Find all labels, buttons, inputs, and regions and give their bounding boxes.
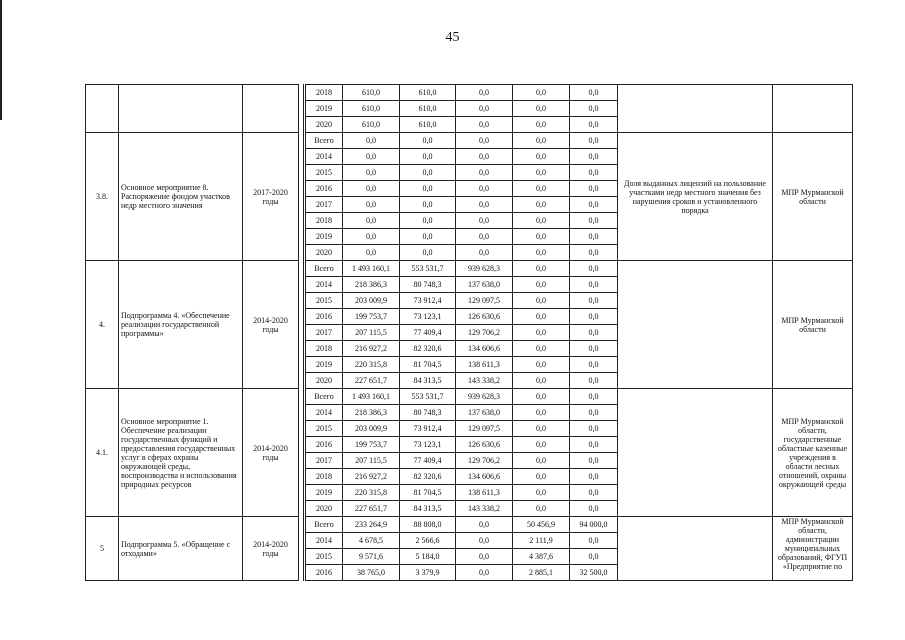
value-cell: 0,0 bbox=[456, 197, 513, 213]
value-cell: 610,0 bbox=[343, 117, 400, 133]
value-cell: 80 748,3 bbox=[400, 405, 456, 421]
value-cell: 0,0 bbox=[513, 469, 570, 485]
num-cell bbox=[86, 85, 119, 133]
value-cell: 0,0 bbox=[570, 453, 618, 469]
value-cell: 138 611,3 bbox=[456, 485, 513, 501]
value-cell: 80 748,3 bbox=[400, 277, 456, 293]
value-cell: 0,0 bbox=[343, 165, 400, 181]
value-cell: 0,0 bbox=[570, 149, 618, 165]
value-cell: 0,0 bbox=[570, 309, 618, 325]
value-cell: 0,0 bbox=[400, 165, 456, 181]
value-cell: 77 409,4 bbox=[400, 453, 456, 469]
item-number: 5 bbox=[86, 517, 119, 581]
value-cell: 0,0 bbox=[513, 405, 570, 421]
value-cell: 0,0 bbox=[513, 245, 570, 261]
value-cell: 0,0 bbox=[513, 213, 570, 229]
value-cell: 610,0 bbox=[343, 101, 400, 117]
value-cell: 0,0 bbox=[513, 261, 570, 277]
year-cell: 2014 bbox=[305, 149, 343, 165]
value-cell: 0,0 bbox=[570, 501, 618, 517]
value-cell: 0,0 bbox=[456, 549, 513, 565]
year-cell: 2017 bbox=[305, 453, 343, 469]
value-cell: 73 912,4 bbox=[400, 293, 456, 309]
value-cell: 0,0 bbox=[513, 165, 570, 181]
value-cell: 218 386,3 bbox=[343, 277, 400, 293]
value-cell: 32 500,0 bbox=[570, 565, 618, 581]
value-cell: 0,0 bbox=[570, 325, 618, 341]
value-cell: 0,0 bbox=[513, 485, 570, 501]
value-cell: 1 493 160,1 bbox=[343, 261, 400, 277]
table-row bbox=[86, 517, 853, 533]
value-cell: 0,0 bbox=[343, 197, 400, 213]
value-cell: 0,0 bbox=[570, 85, 618, 101]
year-cell: 2014 bbox=[305, 533, 343, 549]
value-cell: 0,0 bbox=[343, 149, 400, 165]
item-period: 2017-2020 годы bbox=[243, 133, 299, 261]
year-cell: 2020 bbox=[305, 117, 343, 133]
value-cell: 0,0 bbox=[456, 229, 513, 245]
responsible-org: МПР Мурманской области bbox=[773, 133, 853, 261]
year-cell: 2019 bbox=[305, 485, 343, 501]
value-cell: 0,0 bbox=[513, 277, 570, 293]
value-cell: 0,0 bbox=[456, 165, 513, 181]
value-cell: 0,0 bbox=[513, 389, 570, 405]
year-cell: 2017 bbox=[305, 197, 343, 213]
value-cell: 50 456,9 bbox=[513, 517, 570, 533]
item-period: 2014-2020 годы bbox=[243, 261, 299, 389]
value-cell: 207 115,5 bbox=[343, 325, 400, 341]
value-cell: 203 009,9 bbox=[343, 421, 400, 437]
indicator-cell bbox=[618, 389, 773, 517]
value-cell: 73 123,1 bbox=[400, 437, 456, 453]
value-cell: 0,0 bbox=[456, 245, 513, 261]
value-cell: 0,0 bbox=[513, 293, 570, 309]
table-row bbox=[86, 85, 853, 101]
item-number: 4. bbox=[86, 261, 119, 389]
value-cell: 0,0 bbox=[456, 85, 513, 101]
year-cell: Всего bbox=[305, 517, 343, 533]
value-cell: 0,0 bbox=[570, 485, 618, 501]
value-cell: 0,0 bbox=[343, 181, 400, 197]
value-cell: 0,0 bbox=[400, 149, 456, 165]
value-cell: 0,0 bbox=[343, 213, 400, 229]
value-cell: 939 628,3 bbox=[456, 389, 513, 405]
value-cell: 0,0 bbox=[400, 245, 456, 261]
value-cell: 129 706,2 bbox=[456, 325, 513, 341]
indicator-cell bbox=[618, 261, 773, 389]
responsible-org: МПР Мурманской области bbox=[773, 261, 853, 389]
value-cell: 81 704,5 bbox=[400, 357, 456, 373]
value-cell: 73 912,4 bbox=[400, 421, 456, 437]
value-cell: 0,0 bbox=[570, 357, 618, 373]
year-cell: Всего bbox=[305, 133, 343, 149]
value-cell: 610,0 bbox=[400, 85, 456, 101]
value-cell: 4 387,6 bbox=[513, 549, 570, 565]
value-cell: 3 379,9 bbox=[400, 565, 456, 581]
value-cell: 610,0 bbox=[400, 101, 456, 117]
value-cell: 0,0 bbox=[343, 245, 400, 261]
year-cell: 2016 bbox=[305, 309, 343, 325]
value-cell: 0,0 bbox=[570, 133, 618, 149]
value-cell: 0,0 bbox=[513, 149, 570, 165]
value-cell: 0,0 bbox=[513, 325, 570, 341]
value-cell: 0,0 bbox=[513, 421, 570, 437]
year-cell: 2015 bbox=[305, 293, 343, 309]
year-cell: 2020 bbox=[305, 501, 343, 517]
value-cell: 0,0 bbox=[456, 533, 513, 549]
org-cell bbox=[773, 85, 853, 133]
year-cell: 2016 bbox=[305, 181, 343, 197]
value-cell: 0,0 bbox=[513, 229, 570, 245]
year-cell: 2018 bbox=[305, 341, 343, 357]
table-row bbox=[86, 261, 853, 277]
value-cell: 0,0 bbox=[570, 101, 618, 117]
value-cell: 138 611,3 bbox=[456, 357, 513, 373]
value-cell: 0,0 bbox=[400, 197, 456, 213]
value-cell: 216 927,2 bbox=[343, 469, 400, 485]
year-cell: 2015 bbox=[305, 421, 343, 437]
value-cell: 0,0 bbox=[570, 437, 618, 453]
value-cell: 9 571,6 bbox=[343, 549, 400, 565]
value-cell: 0,0 bbox=[570, 533, 618, 549]
value-cell: 0,0 bbox=[570, 421, 618, 437]
value-cell: 0,0 bbox=[513, 85, 570, 101]
value-cell: 0,0 bbox=[570, 245, 618, 261]
responsible-org: МПР Мурманской области, администрации муниципальных образований, ФГУП «Предприятие по bbox=[773, 517, 853, 581]
value-cell: 227 651,7 bbox=[343, 373, 400, 389]
value-cell: 0,0 bbox=[513, 501, 570, 517]
value-cell: 220 315,8 bbox=[343, 485, 400, 501]
value-cell: 0,0 bbox=[456, 117, 513, 133]
value-cell: 2 111,9 bbox=[513, 533, 570, 549]
value-cell: 0,0 bbox=[513, 133, 570, 149]
value-cell: 203 009,9 bbox=[343, 293, 400, 309]
year-cell: 2020 bbox=[305, 373, 343, 389]
value-cell: 0,0 bbox=[513, 453, 570, 469]
value-cell: 84 313,5 bbox=[400, 501, 456, 517]
responsible-org: МПР Мурманской области, государственные областные казенные учреждения в области лесных отношений, охраны окружающей среды bbox=[773, 389, 853, 517]
value-cell: 0,0 bbox=[343, 229, 400, 245]
value-cell: 0,0 bbox=[570, 197, 618, 213]
table-row bbox=[86, 133, 853, 149]
year-cell: 2015 bbox=[305, 165, 343, 181]
budget-table bbox=[85, 84, 853, 581]
value-cell: 126 630,6 bbox=[456, 437, 513, 453]
value-cell: 5 184,0 bbox=[400, 549, 456, 565]
value-cell: 82 320,6 bbox=[400, 341, 456, 357]
value-cell: 218 386,3 bbox=[343, 405, 400, 421]
value-cell: 0,0 bbox=[456, 565, 513, 581]
year-cell: 2018 bbox=[305, 469, 343, 485]
item-period: 2014-2020 годы bbox=[243, 389, 299, 517]
value-cell: 84 313,5 bbox=[400, 373, 456, 389]
value-cell: 553 531,7 bbox=[400, 389, 456, 405]
year-cell: 2016 bbox=[305, 437, 343, 453]
value-cell: 94 000,0 bbox=[570, 517, 618, 533]
value-cell: 0,0 bbox=[513, 309, 570, 325]
item-name: Основное мероприятие 1. Обеспечение реализации государственных функций и предоставления государственных услуг в сферах охраны окружающей среды, воспроизводства и использования природных ресурсов bbox=[119, 389, 243, 517]
value-cell: 0,0 bbox=[456, 213, 513, 229]
value-cell: 0,0 bbox=[570, 373, 618, 389]
item-number: 4.1. bbox=[86, 389, 119, 517]
value-cell: 553 531,7 bbox=[400, 261, 456, 277]
period-cell bbox=[243, 85, 299, 133]
value-cell: 0,0 bbox=[570, 261, 618, 277]
value-cell: 2 566,6 bbox=[400, 533, 456, 549]
year-cell: 2014 bbox=[305, 405, 343, 421]
value-cell: 220 315,8 bbox=[343, 357, 400, 373]
indicator-cell bbox=[618, 85, 773, 133]
value-cell: 73 123,1 bbox=[400, 309, 456, 325]
value-cell: 0,0 bbox=[513, 181, 570, 197]
value-cell: 0,0 bbox=[570, 405, 618, 421]
value-cell: 0,0 bbox=[513, 437, 570, 453]
year-cell: 2020 bbox=[305, 245, 343, 261]
value-cell: 0,0 bbox=[513, 341, 570, 357]
name-cell bbox=[119, 85, 243, 133]
value-cell: 0,0 bbox=[513, 101, 570, 117]
value-cell: 0,0 bbox=[570, 341, 618, 357]
value-cell: 610,0 bbox=[400, 117, 456, 133]
year-cell: 2018 bbox=[305, 213, 343, 229]
value-cell: 610,0 bbox=[343, 85, 400, 101]
value-cell: 88 808,0 bbox=[400, 517, 456, 533]
value-cell: 0,0 bbox=[400, 213, 456, 229]
value-cell: 38 765,0 bbox=[343, 565, 400, 581]
value-cell: 0,0 bbox=[343, 133, 400, 149]
year-cell: 2019 bbox=[305, 229, 343, 245]
indicator-cell: Доля выданных лицензий на пользование участками недр местного значения без нарушения сроков и установленного порядка bbox=[618, 133, 773, 261]
value-cell: 0,0 bbox=[570, 293, 618, 309]
value-cell: 0,0 bbox=[513, 373, 570, 389]
year-cell: 2018 bbox=[305, 85, 343, 101]
value-cell: 0,0 bbox=[400, 181, 456, 197]
value-cell: 1 493 160,1 bbox=[343, 389, 400, 405]
item-name: Подпрограмма 4. «Обеспечение реализации государственной программы» bbox=[119, 261, 243, 389]
table-row bbox=[86, 389, 853, 405]
value-cell: 0,0 bbox=[570, 165, 618, 181]
value-cell: 143 338,2 bbox=[456, 373, 513, 389]
value-cell: 143 338,2 bbox=[456, 501, 513, 517]
item-name: Подпрограмма 5. «Обращение с отходами» bbox=[119, 517, 243, 581]
value-cell: 0,0 bbox=[570, 117, 618, 133]
year-cell: 2017 bbox=[305, 325, 343, 341]
value-cell: 0,0 bbox=[570, 549, 618, 565]
value-cell: 134 606,6 bbox=[456, 469, 513, 485]
value-cell: 126 630,6 bbox=[456, 309, 513, 325]
value-cell: 0,0 bbox=[570, 277, 618, 293]
value-cell: 939 628,3 bbox=[456, 261, 513, 277]
value-cell: 134 606,6 bbox=[456, 341, 513, 357]
value-cell: 0,0 bbox=[513, 357, 570, 373]
item-period: 2014-2020 годы bbox=[243, 517, 299, 581]
value-cell: 0,0 bbox=[513, 197, 570, 213]
year-cell: 2016 bbox=[305, 565, 343, 581]
value-cell: 0,0 bbox=[456, 517, 513, 533]
value-cell: 0,0 bbox=[456, 101, 513, 117]
value-cell: 199 753,7 bbox=[343, 309, 400, 325]
indicator-cell bbox=[618, 517, 773, 581]
year-cell: 2019 bbox=[305, 101, 343, 117]
value-cell: 0,0 bbox=[570, 389, 618, 405]
scan-edge-mark bbox=[0, 0, 2, 120]
value-cell: 227 651,7 bbox=[343, 501, 400, 517]
year-cell: 2015 bbox=[305, 549, 343, 565]
value-cell: 0,0 bbox=[570, 469, 618, 485]
value-cell: 233 264,9 bbox=[343, 517, 400, 533]
value-cell: 137 638,0 bbox=[456, 405, 513, 421]
value-cell: 137 638,0 bbox=[456, 277, 513, 293]
year-cell: 2014 bbox=[305, 277, 343, 293]
value-cell: 82 320,6 bbox=[400, 469, 456, 485]
value-cell: 0,0 bbox=[513, 117, 570, 133]
value-cell: 0,0 bbox=[400, 133, 456, 149]
value-cell: 0,0 bbox=[456, 149, 513, 165]
year-cell: Всего bbox=[305, 261, 343, 277]
item-name: Основное мероприятие 8. Распоряжение фондом участков недр местного значения bbox=[119, 133, 243, 261]
value-cell: 207 115,5 bbox=[343, 453, 400, 469]
page-number: 45 bbox=[445, 30, 460, 45]
value-cell: 199 753,7 bbox=[343, 437, 400, 453]
value-cell: 77 409,4 bbox=[400, 325, 456, 341]
value-cell: 129 097,5 bbox=[456, 293, 513, 309]
value-cell: 0,0 bbox=[400, 229, 456, 245]
value-cell: 4 678,5 bbox=[343, 533, 400, 549]
value-cell: 0,0 bbox=[456, 181, 513, 197]
year-cell: Всего bbox=[305, 389, 343, 405]
value-cell: 2 885,1 bbox=[513, 565, 570, 581]
value-cell: 0,0 bbox=[570, 213, 618, 229]
item-number: 3.8. bbox=[86, 133, 119, 261]
value-cell: 0,0 bbox=[456, 133, 513, 149]
value-cell: 216 927,2 bbox=[343, 341, 400, 357]
value-cell: 0,0 bbox=[570, 181, 618, 197]
value-cell: 0,0 bbox=[570, 229, 618, 245]
value-cell: 129 097,5 bbox=[456, 421, 513, 437]
value-cell: 81 704,5 bbox=[400, 485, 456, 501]
value-cell: 129 706,2 bbox=[456, 453, 513, 469]
year-cell: 2019 bbox=[305, 357, 343, 373]
